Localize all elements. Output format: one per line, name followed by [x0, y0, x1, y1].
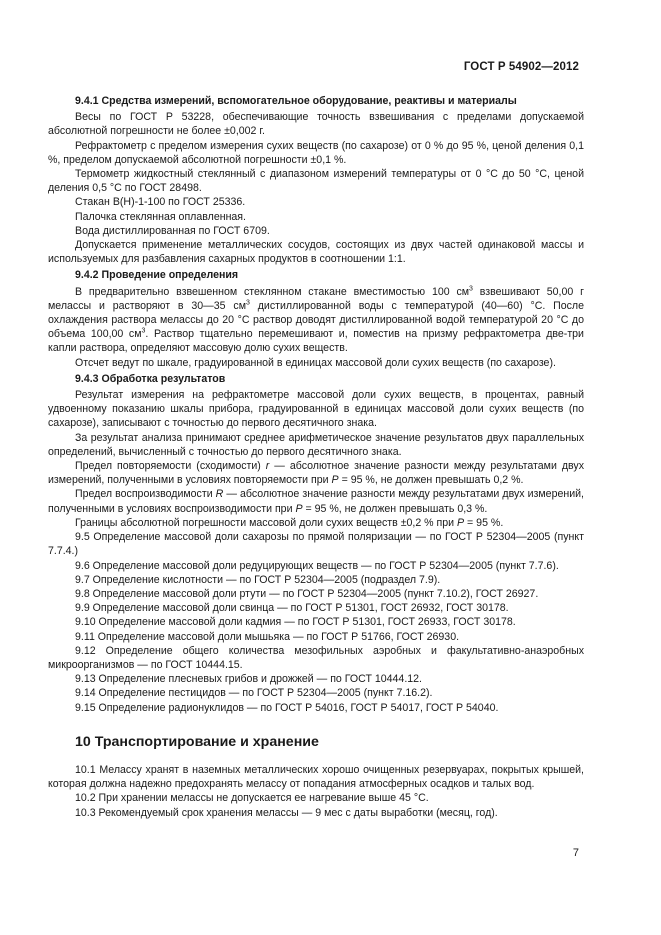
- text-run: = 95 %.: [464, 516, 504, 529]
- variable: P: [331, 474, 339, 487]
- paragraph: Допускается применение металлических сосудов, состоящих из двух частей одинаковой массы и используемых для разбавления сахарных продуктов в соотношении 1:1.: [48, 239, 584, 266]
- paragraph: [48, 285, 584, 356]
- list-item: 9.14 Определение пестицидов — по ГОСТ Р 52304—2005 (пункт 7.16.2).: [75, 687, 433, 700]
- paragraph: [48, 487, 584, 515]
- variable: P: [295, 502, 303, 515]
- list-item: 9.6 Определение массовой доли редуцирующих веществ — по ГОСТ Р 52304—2005 (пункт 7.7.6).: [75, 559, 559, 572]
- paragraph: Вода дистиллированная по ГОСТ 6709.: [75, 224, 270, 237]
- text-run: взвешивают 50,00 г мелассы и растворяют в 30—35 см: [48, 285, 584, 312]
- text-run: Границы абсолютной погрешности массовой доли сухих веществ ±0,2 % при: [75, 516, 458, 529]
- list-item: 9.12 Определение общего количества мезофильных аэробных и факультативно-анаэробных микроорганизмов — по ГОСТ 10444.15.: [48, 644, 584, 671]
- list-item: 9.13 Определение плесневых грибов и дрожжей — по ГОСТ 10444.12.: [75, 673, 422, 686]
- text-run: В предварительно взвешенном стеклянном стакане вместимостью 100 см: [75, 285, 470, 298]
- paragraph: За результат анализа принимают среднее арифметическое значение результатов двух параллельных определений, вычисленный с точностью до первого десятичного знака.: [48, 431, 584, 458]
- paragraph: Весы по ГОСТ Р 53228, обеспечивающие точность взвешивания с пределами допускаемой абсолютной погрешности не более ±0,002 г.: [48, 111, 584, 138]
- section-9-4-3-title: 9.4.3 Обработка результатов: [75, 372, 226, 385]
- paragraph: Палочка стеклянная оплавленная.: [75, 210, 246, 223]
- list-item: 10.3 Рекомендуемый срок хранения мелассы — 9 мес с даты выработки (месяц, год).: [75, 806, 498, 819]
- paragraph: Результат измерения на рефрактометре массовой доли сухих веществ, в процентах, равный удвоенному показанию шкалы прибора, градуированной в единицах массовой доли сухих веществ (по сахарозе), записывают с точностью до первого десятичного знака.: [48, 389, 584, 430]
- list-item: 9.5 Определение массовой доли сахарозы по прямой поляризации — по ГОСТ Р 52304—2005 (пункт 7.7.4.): [48, 531, 584, 558]
- text-run: = 95 %, не должен превышать 0,3 %.: [302, 502, 488, 515]
- page-number: 7: [572, 847, 579, 859]
- paragraph: Рефрактометр с пределом измерения сухих веществ (по сахарозе) от 0 % до 95 %, ценой деления 0,1 %, пределом допускаемой абсолютной погрешности ±0,1 %.: [48, 139, 584, 166]
- list-item: 9.9 Определение массовой доли свинца — по ГОСТ Р 51301, ГОСТ 26932, ГОСТ 30178.: [75, 602, 509, 615]
- paragraph: Стакан В(Н)-1-100 по ГОСТ 25336.: [75, 196, 246, 209]
- text-run: . Раствор тщательно перемешивают и, поместив на призму рефрактометра две-три капли раствора, определяют массовую долю сухих веществ.: [48, 328, 584, 355]
- section-9-4-1-title: 9.4.1 Средства измерений, вспомогательное оборудование, реактивы и материалы: [75, 95, 517, 107]
- list-item: 9.15 Определение радионуклидов — по ГОСТ Р 54016, ГОСТ Р 54017, ГОСТ Р 54040.: [75, 701, 499, 714]
- list-item: 9.8 Определение массовой доли ртути — по ГОСТ Р 52304—2005 (пункт 7.10.2), ГОСТ 26927.: [75, 587, 539, 600]
- text-run: Предел воспроизводимости: [75, 488, 216, 501]
- text-run: — абсолютное значение разности между результатами двух измерений, полученными в условиях воспроизводимости при: [48, 488, 584, 515]
- variable: R: [215, 488, 224, 501]
- variable: P: [457, 516, 465, 529]
- paragraph: Отсчет ведут по шкале, градуированной в единицах массовой доли сухих веществ (по сахарозе).: [75, 356, 556, 369]
- paragraph: [48, 459, 584, 487]
- text-run: — абсолютное значение разности между результатами двух измерений, полученными в условиях повторяемости при: [48, 460, 584, 487]
- variable: r: [265, 460, 270, 473]
- paragraph: Термометр жидкостный стеклянный с диапазоном измерений температуры от 0 °С до 50 °С, ценой деления 0,5 °С по ГОСТ 28498.: [48, 168, 584, 195]
- text-run: дистиллированной воды с температурой (40—60) °С. После охлаждения раствора мелассы до 20 °С раствор доводят дистиллированной водой температурой 20 °С до объема 100,00 см: [48, 299, 584, 341]
- list-item: 10.1 Мелассу хранят в наземных металлических хорошо очищенных резервуарах, покрытых крышей, которая должна надежно предохранять мелассу от попадания атмосферных осадков и талых вод.: [48, 763, 584, 791]
- superscript: 3: [469, 285, 473, 293]
- list-item: 9.7 Определение кислотности — по ГОСТ Р 52304—2005 (подраздел 7.9).: [75, 573, 441, 586]
- text-run: = 95 %, не должен превышать 0,2 %.: [338, 474, 524, 487]
- document-header: ГОСТ Р 54902—2012: [463, 61, 579, 73]
- section-10-title: 10 Транспортирование и хранение: [75, 733, 319, 750]
- list-item: 9.10 Определение массовой доли кадмия — по ГОСТ Р 51301, ГОСТ 26933, ГОСТ 30178.: [75, 616, 516, 629]
- superscript: 3: [245, 299, 250, 307]
- text-run: Предел повторяемости (сходимости): [75, 460, 266, 473]
- page-body: [48, 92, 584, 820]
- section-9-4-2-title: 9.4.2 Проведение определения: [75, 269, 239, 282]
- paragraph: [48, 516, 584, 530]
- list-item: 10.2 При хранении мелассы не допускается ее нагревание выше 45 °С.: [75, 792, 429, 805]
- superscript: 3: [141, 327, 146, 335]
- list-item: 9.11 Определение массовой доли мышьяка — по ГОСТ Р 51766, ГОСТ 26930.: [75, 630, 460, 643]
